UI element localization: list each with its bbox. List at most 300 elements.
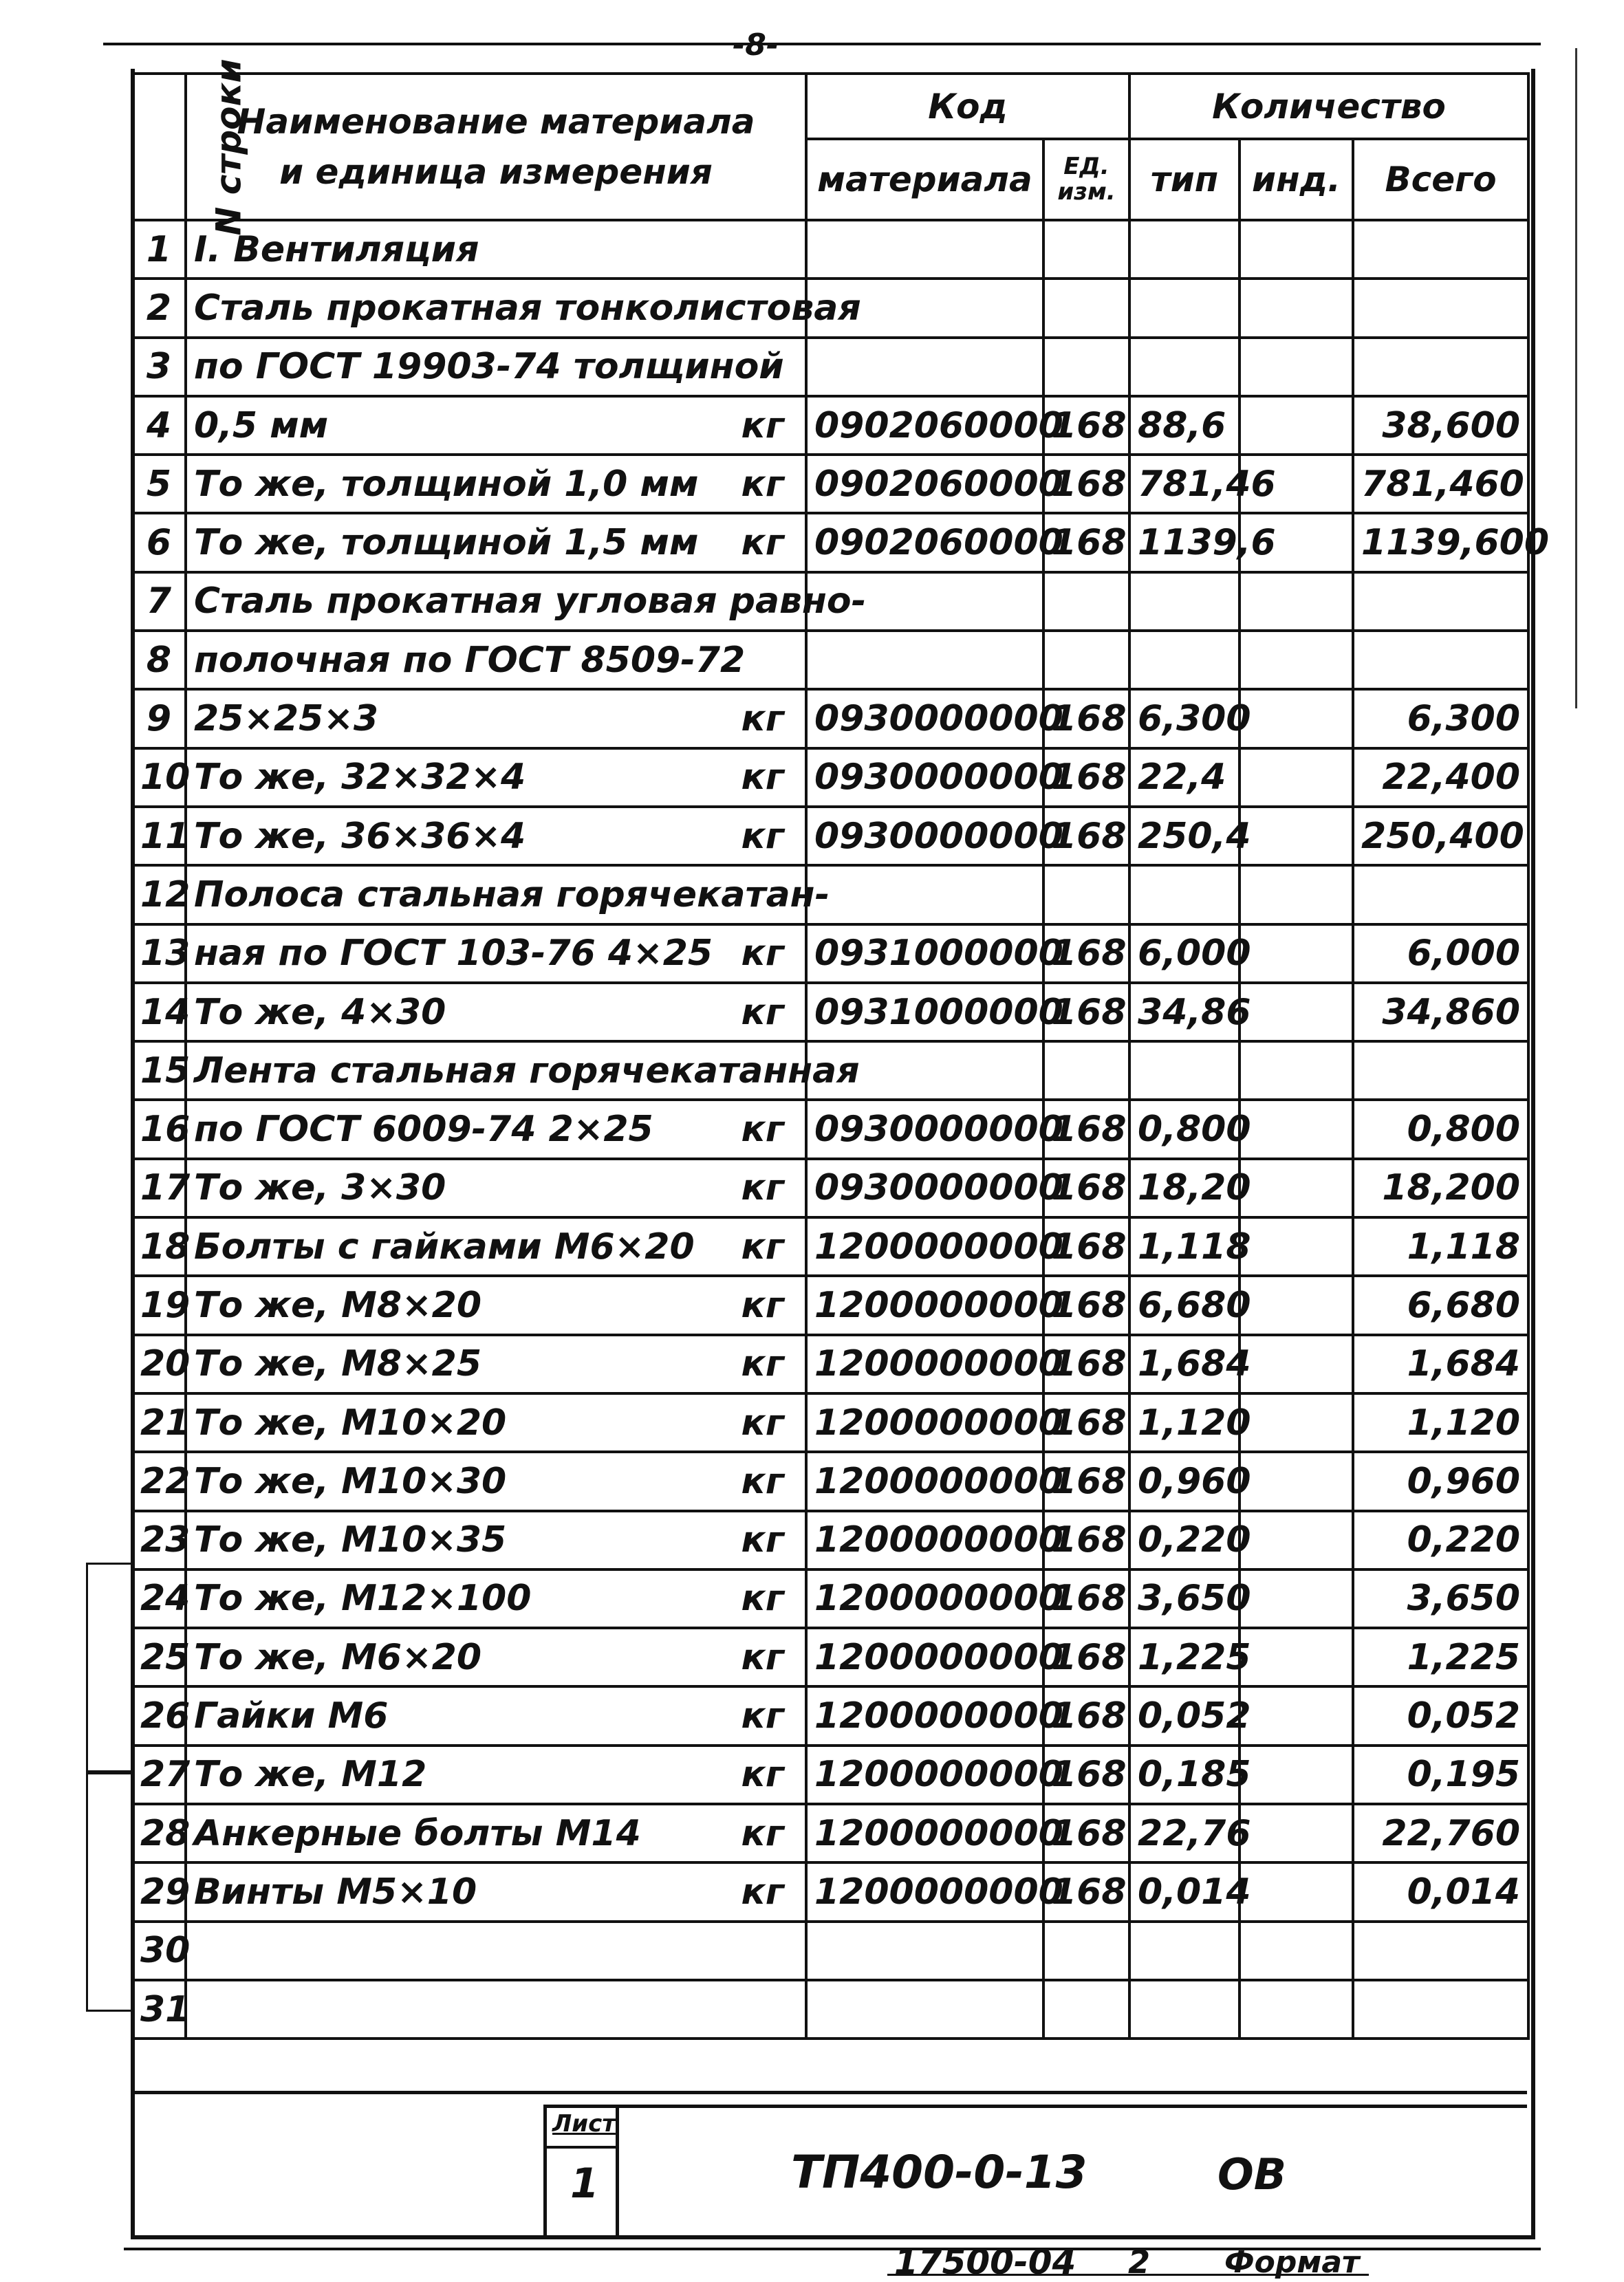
material-unit: кг — [741, 522, 784, 564]
table-row — [132, 338, 1528, 396]
row-number: 25 — [132, 1628, 186, 1686]
qty-total: 18,200 — [1353, 1159, 1528, 1217]
table-row — [132, 1041, 1528, 1100]
qty-total — [1353, 279, 1528, 337]
row-number: 3 — [132, 338, 186, 396]
qty-ind — [1239, 572, 1353, 631]
material-name-text: по ГОСТ 19903-74 толщиной — [194, 346, 784, 388]
material-name — [186, 1159, 806, 1217]
material-unit: кг — [741, 991, 784, 1033]
row-number: 11 — [132, 807, 186, 865]
row-number: 17 — [132, 1159, 186, 1217]
material-name — [186, 1041, 860, 1100]
qty-ind — [1239, 1569, 1353, 1628]
material-unit: кг — [741, 1167, 784, 1209]
material-name-text: по ГОСТ 6009-74 2×25 — [194, 1109, 653, 1151]
unit-code: 168 — [1043, 1511, 1129, 1569]
qty-ind — [1239, 1804, 1353, 1862]
material-code: 0930000000 — [806, 1100, 1043, 1158]
qty-type: 22,76 — [1129, 1804, 1239, 1862]
qty-ind — [1239, 1159, 1353, 1217]
page-number: -8- — [733, 28, 779, 63]
table-row — [132, 983, 1528, 1041]
table-row — [132, 1628, 1528, 1686]
qty-type: 0,220 — [1129, 1511, 1239, 1569]
material-name — [186, 631, 806, 689]
qty-total: 250,400 — [1353, 807, 1528, 865]
table-row — [132, 1862, 1528, 1921]
row-number: 13 — [132, 924, 186, 983]
row-number: 22 — [132, 1452, 186, 1510]
row-number: 20 — [132, 1335, 186, 1393]
material-name-text: Анкерные болты М14 — [194, 1812, 641, 1854]
qty-ind — [1239, 924, 1353, 983]
row-number: 5 — [132, 455, 186, 513]
materials-table — [131, 58, 1550, 2040]
material-name — [186, 1804, 806, 1862]
qty-ind — [1239, 1100, 1353, 1158]
material-unit: кг — [741, 404, 784, 446]
row-number: 19 — [132, 1276, 186, 1334]
qty-type: 0,185 — [1129, 1746, 1239, 1804]
material-name — [186, 1335, 806, 1393]
qty-ind — [1239, 1862, 1353, 1921]
material-code: 1200000000 — [806, 1686, 1043, 1745]
material-code — [806, 338, 1043, 396]
material-code: 1200000000 — [806, 1628, 1043, 1686]
inventory-number: 17500-04 — [894, 2242, 1076, 2282]
material-code: 0930000000 — [806, 748, 1043, 807]
qty-total: 781,460 — [1353, 455, 1528, 513]
margin-bracket-lower — [86, 1770, 133, 2012]
unit-code: 168 — [1043, 1159, 1129, 1217]
qty-type: 0,960 — [1129, 1452, 1239, 1510]
material-name — [186, 220, 806, 279]
row-number: 23 — [132, 1511, 186, 1569]
qty-ind — [1239, 807, 1353, 865]
qty-total: 22,760 — [1353, 1804, 1528, 1862]
material-code: 1200000000 — [806, 1217, 1043, 1276]
table-row — [132, 279, 1528, 337]
material-code — [806, 1980, 1043, 2039]
row-number: 15 — [132, 1041, 186, 1100]
qty-total: 0,960 — [1353, 1452, 1528, 1510]
material-name-text: То же, толщиной 1,0 мм — [194, 463, 699, 505]
table-row — [132, 455, 1528, 513]
header-quantity: Количество — [1129, 74, 1528, 139]
row-number: 31 — [132, 1980, 186, 2039]
qty-type: 1,120 — [1129, 1393, 1239, 1452]
material-unit: кг — [741, 1109, 784, 1151]
qty-ind — [1239, 338, 1353, 396]
qty-ind — [1239, 983, 1353, 1041]
material-unit: кг — [741, 698, 784, 740]
material-name-text: То же, М12×100 — [194, 1578, 532, 1620]
qty-total: 1139,600 — [1353, 513, 1528, 572]
qty-total — [1353, 865, 1528, 924]
format-label: Формат — [1224, 2245, 1360, 2280]
material-name-text: ная по ГОСТ 103-76 4×25 — [194, 933, 713, 975]
qty-ind — [1239, 1511, 1353, 1569]
material-name-text: Болты с гайками М6×20 — [194, 1226, 695, 1268]
unit-code: 168 — [1043, 455, 1129, 513]
qty-total: 0,014 — [1353, 1862, 1528, 1921]
title-block — [131, 2091, 1527, 2235]
qty-type: 34,86 — [1129, 983, 1239, 1041]
header-qty-total: Всего — [1353, 139, 1528, 220]
material-name — [186, 1217, 806, 1276]
table-row — [132, 1452, 1528, 1510]
unit-code — [1043, 279, 1129, 337]
material-name — [186, 396, 806, 455]
material-code: 1200000000 — [806, 1393, 1043, 1452]
unit-code: 168 — [1043, 1569, 1129, 1628]
material-name-text: То же, толщиной 1,5 мм — [194, 522, 699, 564]
unit-code: 168 — [1043, 1862, 1129, 1921]
qty-ind — [1239, 1041, 1353, 1100]
row-number: 12 — [132, 865, 186, 924]
row-number: 26 — [132, 1686, 186, 1745]
material-name — [186, 1746, 806, 1804]
header-name: Наименование материала и единица измерения — [186, 74, 806, 220]
unit-code: 168 — [1043, 1628, 1129, 1686]
material-unit: кг — [741, 933, 784, 975]
unit-code: 168 — [1043, 1686, 1129, 1745]
unit-code — [1043, 338, 1129, 396]
qty-total: 6,680 — [1353, 1276, 1528, 1334]
qty-ind — [1239, 1217, 1353, 1276]
material-unit: кг — [741, 1812, 784, 1854]
sheet-box — [543, 2105, 619, 2235]
qty-total: 0,220 — [1353, 1511, 1528, 1569]
material-name — [186, 338, 806, 396]
unit-code — [1043, 220, 1129, 279]
sheet-number: 1 — [570, 2160, 599, 2208]
material-name — [186, 1922, 806, 1980]
qty-total: 1,225 — [1353, 1628, 1528, 1686]
material-name-text: Винты М5×10 — [194, 1871, 477, 1913]
row-number: 8 — [132, 631, 186, 689]
material-name-text: Полоса стальная горячекатан- — [194, 873, 830, 915]
material-code: 1200000000 — [806, 1569, 1043, 1628]
row-number: 14 — [132, 983, 186, 1041]
top-rule — [103, 43, 1541, 45]
qty-type: 6,000 — [1129, 924, 1239, 983]
qty-type: 6,300 — [1129, 689, 1239, 748]
header-qty-type: тип — [1129, 139, 1239, 220]
row-number: 24 — [132, 1569, 186, 1628]
material-code: 0930000000 — [806, 1159, 1043, 1217]
unit-code: 168 — [1043, 1217, 1129, 1276]
header-code-material: материала — [806, 139, 1043, 220]
material-code — [806, 1922, 1043, 1980]
unit-code — [1043, 1041, 1129, 1100]
qty-total: 0,195 — [1353, 1746, 1528, 1804]
table-row — [132, 396, 1528, 455]
qty-type: 88,6 — [1129, 396, 1239, 455]
material-code: 1200000000 — [806, 1862, 1043, 1921]
table-row — [132, 220, 1528, 279]
unit-code — [1043, 572, 1129, 631]
qty-ind — [1239, 396, 1353, 455]
unit-code — [1043, 865, 1129, 924]
qty-total — [1353, 572, 1528, 631]
qty-total: 1,684 — [1353, 1335, 1528, 1393]
row-number: 7 — [132, 572, 186, 631]
material-name-text: То же, 32×32×4 — [194, 757, 526, 798]
material-name-text: полочная по ГОСТ 8509-72 — [194, 639, 746, 681]
qty-type: 1,225 — [1129, 1628, 1239, 1686]
qty-ind — [1239, 748, 1353, 807]
material-name-text: То же, М6×20 — [194, 1636, 482, 1678]
row-number: 1 — [132, 220, 186, 279]
qty-type: 6,680 — [1129, 1276, 1239, 1334]
qty-type — [1129, 1922, 1239, 1980]
material-code: 0902060000 — [806, 513, 1043, 572]
qty-total: 38,600 — [1353, 396, 1528, 455]
qty-total: 1,120 — [1353, 1393, 1528, 1452]
table-row — [132, 748, 1528, 807]
qty-total — [1353, 631, 1528, 689]
qty-type: 1139,6 — [1129, 513, 1239, 572]
unit-code: 168 — [1043, 748, 1129, 807]
sheet-box-divider — [547, 2146, 616, 2149]
material-unit: кг — [741, 1578, 784, 1620]
qty-type: 0,800 — [1129, 1100, 1239, 1158]
qty-ind — [1239, 631, 1353, 689]
material-code — [806, 865, 1043, 924]
table-body — [132, 220, 1550, 2039]
material-code: 0931000000 — [806, 983, 1043, 1041]
material-code: 1200000000 — [806, 1276, 1043, 1334]
row-number: 9 — [132, 689, 186, 748]
material-unit: кг — [741, 1519, 784, 1561]
qty-type — [1129, 279, 1239, 337]
material-name-text: I. Вентиляция — [194, 228, 479, 270]
material-unit: кг — [741, 1754, 784, 1796]
row-number: 6 — [132, 513, 186, 572]
material-name — [186, 748, 806, 807]
material-unit: кг — [741, 815, 784, 857]
table-row — [132, 513, 1528, 572]
unit-code — [1043, 1922, 1129, 1980]
material-name — [186, 1393, 806, 1452]
material-name-text: 25×25×3 — [194, 698, 379, 740]
qty-type — [1129, 338, 1239, 396]
qty-total — [1353, 1922, 1528, 1980]
qty-type — [1129, 1980, 1239, 2039]
row-number: 2 — [132, 279, 186, 337]
qty-total — [1353, 1041, 1528, 1100]
footer-underline — [887, 2274, 1369, 2276]
material-unit: кг — [741, 1402, 784, 1444]
material-name — [186, 689, 806, 748]
qty-ind — [1239, 279, 1353, 337]
material-unit: кг — [741, 1343, 784, 1385]
qty-total: 22,400 — [1353, 748, 1528, 807]
table-row — [132, 1335, 1528, 1393]
material-name — [186, 1686, 806, 1745]
material-name — [186, 1100, 806, 1158]
unit-code: 168 — [1043, 689, 1129, 748]
unit-code: 168 — [1043, 924, 1129, 983]
material-name — [186, 983, 806, 1041]
material-name — [186, 1980, 806, 2039]
qty-total: 6,000 — [1353, 924, 1528, 983]
unit-code: 168 — [1043, 807, 1129, 865]
material-name — [186, 1569, 806, 1628]
qty-type — [1129, 572, 1239, 631]
material-code: 0930000000 — [806, 807, 1043, 865]
material-code: 1200000000 — [806, 1804, 1043, 1862]
unit-code: 168 — [1043, 1452, 1129, 1510]
unit-code: 168 — [1043, 513, 1129, 572]
qty-total: 1,118 — [1353, 1217, 1528, 1276]
qty-type — [1129, 220, 1239, 279]
material-name-text: То же, 36×36×4 — [194, 815, 526, 857]
qty-total — [1353, 1980, 1528, 2039]
table-row — [132, 1100, 1528, 1158]
table-row — [132, 924, 1528, 983]
table-row — [132, 865, 1528, 924]
format-number: 2 — [1128, 2243, 1151, 2281]
qty-type: 250,4 — [1129, 807, 1239, 865]
material-name — [186, 572, 867, 631]
header-row-no: N строки — [132, 74, 186, 220]
material-unit: кг — [741, 1695, 784, 1737]
material-name — [186, 279, 861, 337]
material-name-text: Лента стальная горячекатанная — [194, 1050, 860, 1091]
table-row — [132, 1217, 1528, 1276]
qty-total: 34,860 — [1353, 983, 1528, 1041]
qty-ind — [1239, 220, 1353, 279]
material-code: 0902060000 — [806, 455, 1043, 513]
material-code: 1200000000 — [806, 1335, 1043, 1393]
material-code — [806, 631, 1043, 689]
material-name-text: То же, 4×30 — [194, 991, 446, 1033]
header-code-unit: ЕД. изм. — [1043, 139, 1129, 220]
qty-type: 22,4 — [1129, 748, 1239, 807]
qty-total — [1353, 338, 1528, 396]
qty-type — [1129, 865, 1239, 924]
material-name — [186, 1511, 806, 1569]
qty-total: 6,300 — [1353, 689, 1528, 748]
table-row — [132, 1569, 1528, 1628]
material-name-text: То же, 3×30 — [194, 1167, 446, 1209]
table-row — [132, 1980, 1528, 2039]
material-name-text: То же, М10×30 — [194, 1460, 507, 1502]
material-name-text: То же, М8×20 — [194, 1284, 482, 1326]
unit-code: 168 — [1043, 1804, 1129, 1862]
qty-type: 0,052 — [1129, 1686, 1239, 1745]
qty-ind — [1239, 1922, 1353, 1980]
qty-ind — [1239, 1452, 1353, 1510]
row-number: 10 — [132, 748, 186, 807]
qty-total: 3,650 — [1353, 1569, 1528, 1628]
material-name — [186, 865, 830, 924]
table-row — [132, 1511, 1528, 1569]
material-code: 0931000000 — [806, 924, 1043, 983]
material-unit: кг — [741, 1871, 784, 1913]
table-row — [132, 1276, 1528, 1334]
material-name — [186, 924, 806, 983]
table-row — [132, 1804, 1528, 1862]
table-row — [132, 1746, 1528, 1804]
unit-code: 168 — [1043, 1393, 1129, 1452]
qty-type: 781,46 — [1129, 455, 1239, 513]
unit-code: 168 — [1043, 396, 1129, 455]
qty-type: 1,118 — [1129, 1217, 1239, 1276]
table-row — [132, 807, 1528, 865]
unit-code: 168 — [1043, 1276, 1129, 1334]
title-block-rule — [131, 2091, 1527, 2094]
row-number: 29 — [132, 1862, 186, 1921]
qty-ind — [1239, 1980, 1353, 2039]
row-number: 4 — [132, 396, 186, 455]
header-code: Код — [806, 74, 1129, 139]
material-code: 0902060000 — [806, 396, 1043, 455]
title-block-rule-2 — [543, 2105, 1527, 2108]
qty-type: 0,014 — [1129, 1862, 1239, 1921]
material-name — [186, 1862, 806, 1921]
qty-ind — [1239, 1276, 1353, 1334]
qty-total: 0,800 — [1353, 1100, 1528, 1158]
document-code: ТП400-0-13 — [791, 2146, 1087, 2199]
table-row — [132, 1159, 1528, 1217]
table-row — [132, 689, 1528, 748]
unit-code: 168 — [1043, 983, 1129, 1041]
material-name-text: 0,5 мм — [194, 404, 329, 446]
row-number: 21 — [132, 1393, 186, 1452]
material-name — [186, 1276, 806, 1334]
sheet-label: Лист — [552, 2110, 616, 2138]
material-code: 1200000000 — [806, 1511, 1043, 1569]
unit-code — [1043, 1980, 1129, 2039]
table-row — [132, 1393, 1528, 1452]
table-row — [132, 1922, 1528, 1980]
material-name-text: То же, М10×20 — [194, 1402, 507, 1444]
material-unit: кг — [741, 1226, 784, 1268]
material-name-text: Сталь прокатная угловая равно- — [194, 580, 867, 622]
qty-ind — [1239, 1628, 1353, 1686]
qty-type — [1129, 631, 1239, 689]
row-number: 16 — [132, 1100, 186, 1158]
qty-ind — [1239, 1335, 1353, 1393]
qty-type: 3,650 — [1129, 1569, 1239, 1628]
material-unit: кг — [741, 1460, 784, 1502]
material-name-text: Сталь прокатная тонколистовая — [194, 287, 861, 329]
qty-type — [1129, 1041, 1239, 1100]
material-unit: кг — [741, 757, 784, 798]
qty-ind — [1239, 865, 1353, 924]
header-qty-ind: инд. — [1239, 139, 1353, 220]
row-number: 27 — [132, 1746, 186, 1804]
material-name — [186, 1452, 806, 1510]
material-name — [186, 455, 806, 513]
qty-type: 1,684 — [1129, 1335, 1239, 1393]
material-name — [186, 807, 806, 865]
material-code: 1200000000 — [806, 1452, 1043, 1510]
qty-ind — [1239, 1686, 1353, 1745]
material-code: 1200000000 — [806, 1746, 1043, 1804]
document-suffix: ОВ — [1217, 2149, 1286, 2199]
material-name-text: То же, М10×35 — [194, 1519, 507, 1561]
material-name — [186, 1628, 806, 1686]
row-number: 30 — [132, 1922, 186, 1980]
margin-mark — [1575, 48, 1577, 708]
table-row — [132, 631, 1528, 689]
material-name — [186, 513, 806, 572]
